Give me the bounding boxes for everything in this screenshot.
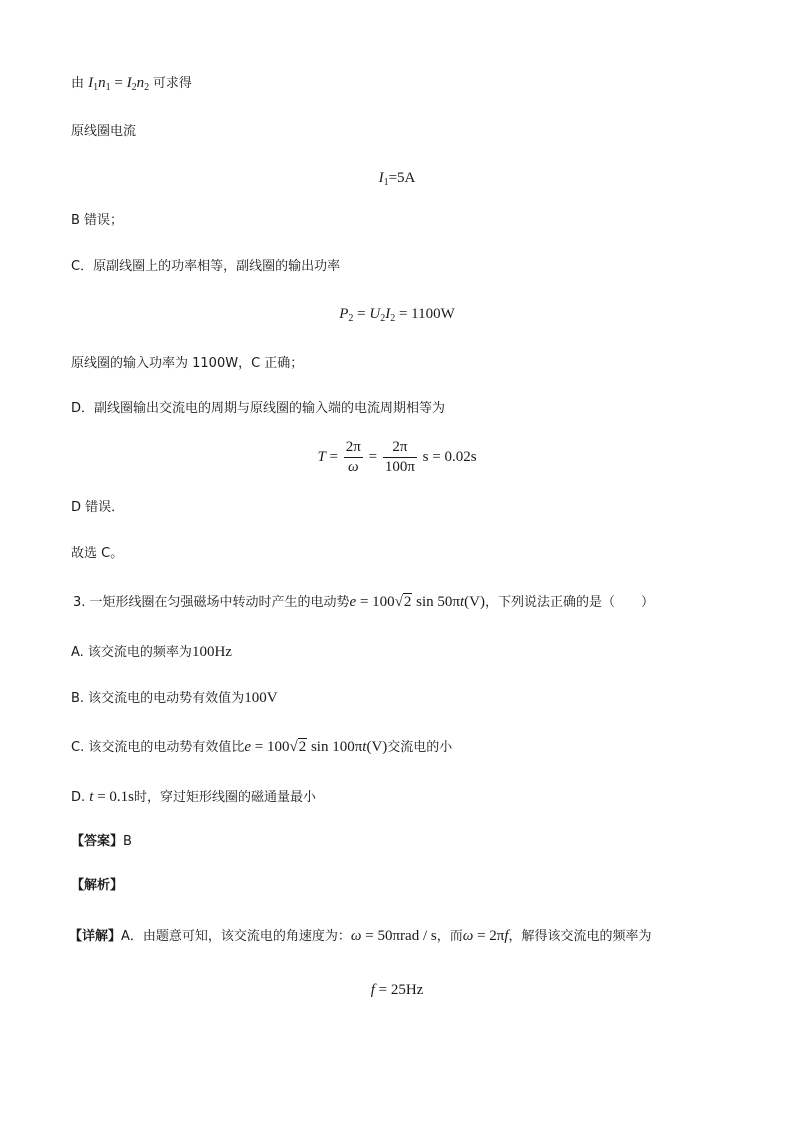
option-d: D. t = 0.1s时，穿过矩形线圈的磁通量最小 <box>71 789 317 805</box>
text-line-choose: 故选 C。 <box>71 546 124 561</box>
text-line-c: C．原副线圈上的功率相等，副线圈的输出功率 <box>71 259 341 274</box>
option-b: B. 该交流电的电动势有效值为100V <box>71 690 278 706</box>
text-line-2: 原线圈电流 <box>71 124 137 139</box>
text-line-d: D．副线圈输出交流电的周期与原线圈的输入端的电流周期相等为 <box>71 401 446 416</box>
formula-time: t = 0.1s <box>89 789 134 805</box>
formula-emf: e = 100√2 sin 50πt(V) <box>349 594 485 610</box>
detail-line: 【详解】A．由题意可知，该交流电的角速度为：ω = 50πrad / s，而ω = 2πf，解得该交流电的频率为 <box>69 928 652 944</box>
text-you: 由 <box>71 76 85 91</box>
formula-i1: $I_1=5A$ <box>378 170 416 188</box>
fraction-2pi-100pi: $\frac{2\pi}{100\pi}$ <box>384 439 415 475</box>
option-a: A. 该交流电的频率为100Hz <box>71 644 232 660</box>
text-line-b-wrong: B 错误； <box>71 213 124 228</box>
formula-frequency: f = 25Hz <box>370 982 424 998</box>
analysis-label: 【解析】 <box>71 878 124 893</box>
answer-value: B <box>123 834 132 849</box>
formula-p2: $P_2 = U_2I_2 = 1100W$ <box>339 306 455 324</box>
formula-angular-velocity: ω = 50πrad / s <box>350 928 437 944</box>
answer-label: 【答案】 <box>71 834 124 849</box>
text-kequde: 可求得 <box>152 76 192 91</box>
question-3-stem: 3. 一矩形线圈在匀强磁场中转动时产生的电动势e = 100√2 sin 50πt(V)，下列说法正确的是（ ） <box>73 594 655 610</box>
fraction-2pi-omega: $\frac{2\pi}{\omega}$ <box>345 439 361 475</box>
text-line-c-input-power: 原线圈的输入功率为 1100W，C 正确； <box>71 356 304 371</box>
text-line-1 <box>71 74 192 93</box>
detail-label: 【详解】 <box>69 929 122 944</box>
formula-emf-compare: e = 100√2 sin 100πt(V) <box>244 739 388 755</box>
option-c: C. 该交流电的电动势有效值比e = 100√2 sin 100πt(V)交流电的小 <box>71 739 453 755</box>
formula-omega-2pif: ω = 2πf <box>462 928 509 944</box>
answer-line <box>71 833 132 851</box>
formula-period: T = $\frac{2\pi}{\omega}$ = $\frac{2\pi}{100\pi}$ s = 0.02s <box>317 439 477 475</box>
text-line-d-wrong: D 错误． <box>71 500 125 515</box>
formula-current-turns: $I_1n_1 = I_2n_2$ <box>88 75 150 93</box>
